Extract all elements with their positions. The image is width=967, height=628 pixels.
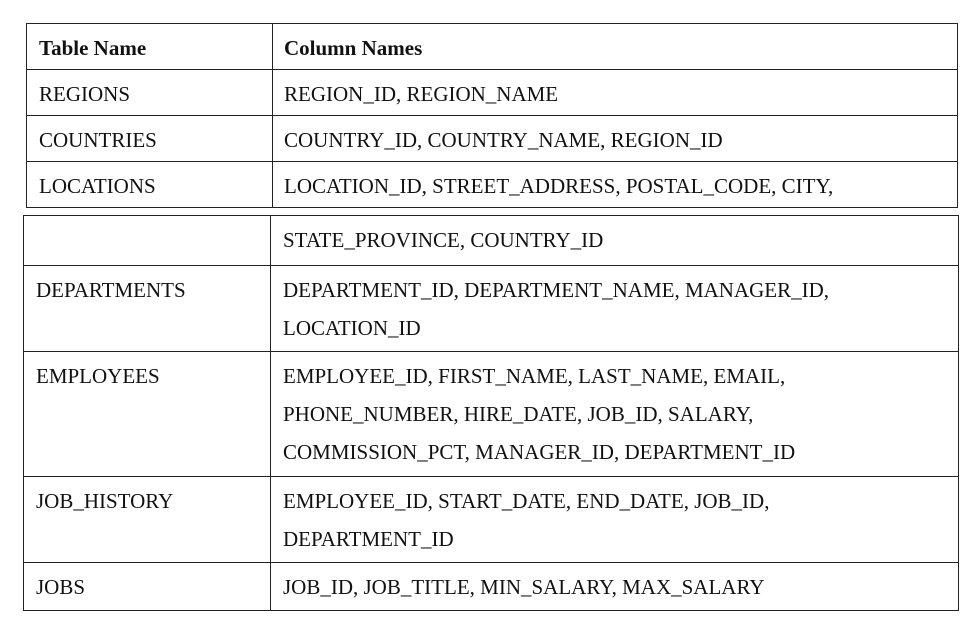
table-name-cell: JOBS (24, 563, 271, 611)
table-row-regions (27, 70, 958, 116)
column-line: JOB_ID, JOB_TITLE, MIN_SALARY, MAX_SALARY (283, 575, 765, 599)
column-line: LOCATION_ID (283, 316, 421, 340)
column-line: EMPLOYEE_ID, START_DATE, END_DATE, JOB_ID, (283, 489, 770, 513)
column-line: DEPARTMENT_ID (283, 527, 454, 551)
table-row-jobs (24, 563, 959, 611)
table-name-cell: COUNTRIES (27, 116, 273, 162)
column-names-cell: LOCATION_ID, STREET_ADDRESS, POSTAL_CODE, CITY, (273, 162, 958, 208)
column-names-cell: COUNTRY_ID, COUNTRY_NAME, REGION_ID (273, 116, 958, 162)
column-line: STATE_PROVINCE, COUNTRY_ID (283, 228, 604, 252)
table-row-employees (24, 352, 959, 477)
header-column-names: Column Names (273, 24, 958, 70)
column-names-cell: REGION_ID, REGION_NAME (273, 70, 958, 116)
header-row (27, 24, 958, 70)
column-line: EMPLOYEE_ID, FIRST_NAME, LAST_NAME, EMAIL, (283, 364, 786, 388)
table-row-departments (24, 266, 959, 352)
table-name-cell (24, 216, 271, 266)
column-names-cell (271, 352, 959, 477)
table-name-cell: REGIONS (27, 70, 273, 116)
table-name-cell: EMPLOYEES (24, 352, 271, 477)
column-names-cell (271, 477, 959, 563)
column-line: DEPARTMENT_ID, DEPARTMENT_NAME, MANAGER_ID, (283, 278, 830, 302)
table-row-locations-cont (24, 216, 959, 266)
schema-table-top (26, 23, 958, 208)
table-row-job-history (24, 477, 959, 563)
header-table-name: Table Name (27, 24, 273, 70)
table-name-cell: LOCATIONS (27, 162, 273, 208)
table-row-countries (27, 116, 958, 162)
column-line: COMMISSION_PCT, MANAGER_ID, DEPARTMENT_ID (283, 440, 796, 464)
column-names-cell (271, 216, 959, 266)
column-names-cell (271, 266, 959, 352)
table-name-cell: DEPARTMENTS (24, 266, 271, 352)
schema-table-bottom (23, 215, 959, 611)
column-names-cell (271, 563, 959, 611)
table-name-cell: JOB_HISTORY (24, 477, 271, 563)
column-line: PHONE_NUMBER, HIRE_DATE, JOB_ID, SALARY, (283, 402, 754, 426)
table-row-locations (27, 162, 958, 208)
